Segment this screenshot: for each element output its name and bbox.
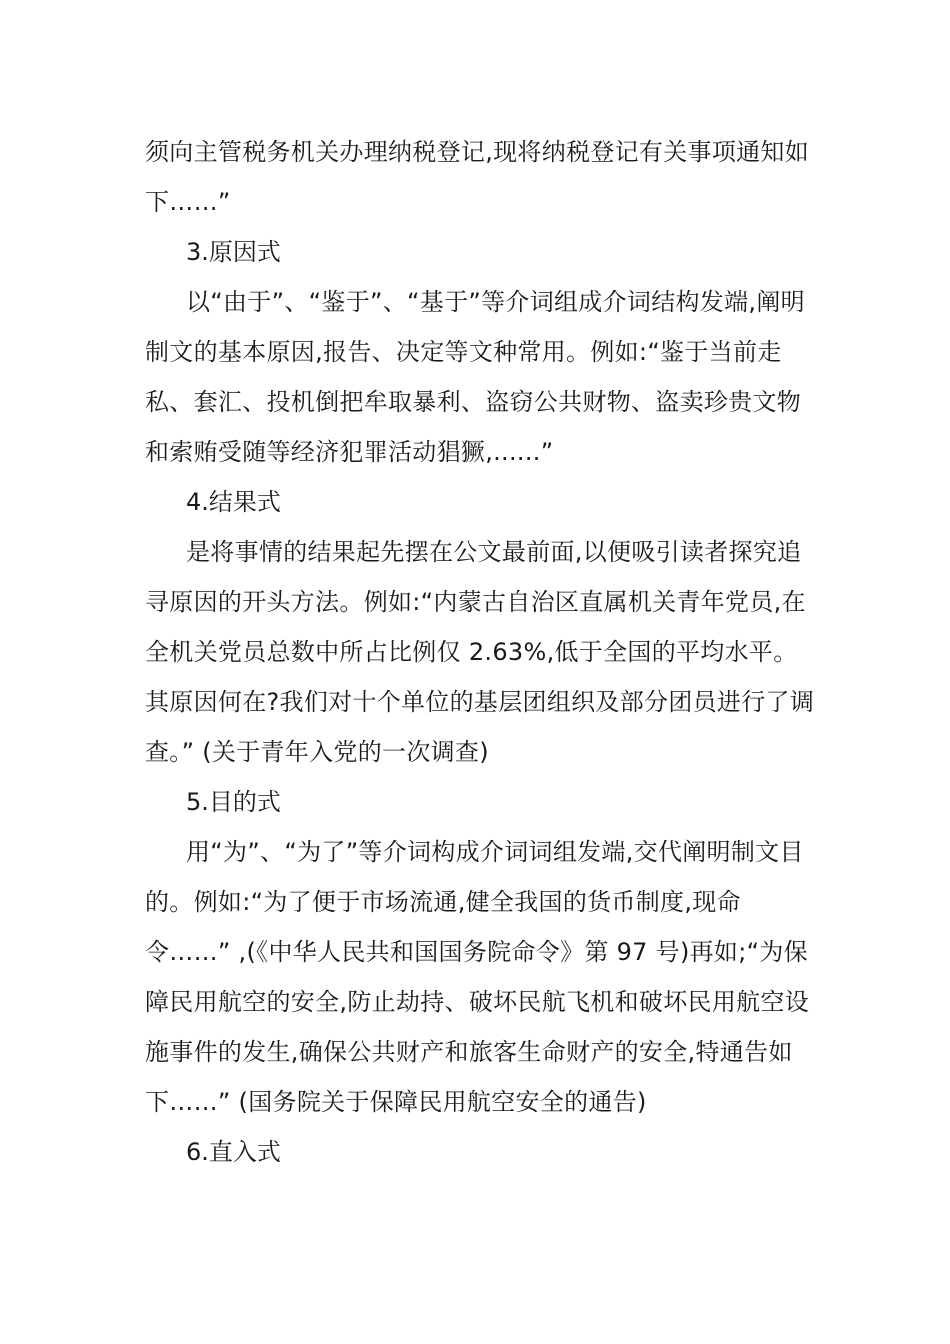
paragraph-registration-notice: 须向主管税务机关办理纳税登记,现将纳税登记有关事项通知如下……”: [145, 138, 810, 216]
heading-purpose-style: 5.目的式: [186, 788, 281, 816]
paragraph-result-style: 是将事情的结果起先摆在公文最前面,以便吸引读者探究追寻原因的开头方法。例如:“内蒙古自治区直属机关青年党员,在全机关党员总数中所占比例仅 2.63%,低于全国的平均水平。其原因何在?我们对十个单位的基层团组织及部分团员进行了调查。” (关于青年入党的一次调查): [145, 538, 815, 766]
heading-result-style: 4.结果式: [186, 488, 281, 516]
heading-cause-style: 3.原因式: [186, 238, 281, 266]
paragraph-cause-style: 以“由于”、“鉴于”、“基于”等介词组成介词结构发端,阐明制文的基本原因,报告、决定等文种常用。例如:“鉴于当前走私、套汇、投机倒把牟取暴利、盗窃公共财物、盗卖珍贵文物和索贿受随等经济犯罪活动猖獗,......”: [145, 288, 805, 466]
document-body: [145, 127, 817, 1177]
heading-direct-style: 6.直入式: [186, 1138, 281, 1166]
paragraph-purpose-style: 用“为”、“为了”等介词构成介词词组发端,交代阐明制文目的。例如:“为了便于市场流通,健全我国的货币制度,现命令……” ,(《中华人民共和国国务院命令》第 97 号)再如;“为保障民用航空的安全,防止劫持、破坏民航飞机和破坏民用航空设施事件的发生,确保公共财产和旅客生命财产的安全,特通告如下……” (国务院关于保障民用航空安全的通告): [145, 838, 810, 1116]
